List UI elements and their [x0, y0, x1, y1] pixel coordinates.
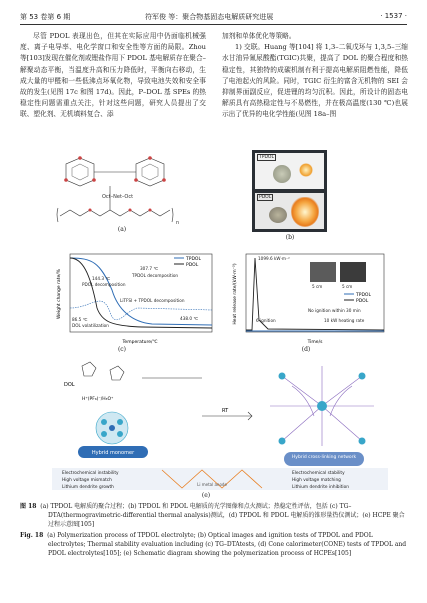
cone-legend-pdol: PDOL [356, 299, 369, 304]
photo-inset-2 [340, 262, 366, 282]
flame-icon [291, 197, 319, 227]
tpdol-photo [255, 153, 324, 189]
journal-volume: 第 53 卷第 6 期 [20, 13, 71, 21]
cone-chart [228, 250, 388, 345]
pdol-photo [255, 193, 324, 229]
right-paragraph: 1) 交联。Huang 等[104] 将 1,3–二氧戊环与 1,3,5–三缩水甘油异氰尿酸酯(TGIC)共聚，提高了 DOL 的聚合程度和热稳定性，其独特的成碳机制有利于提高电解质阻燃性能，降低了电池起火的风险。同时，TGIC 衍生的富含无机物的 SEI 会抑制界面副反应，促进锂的均匀沉积。因此，所设计的固态电解质具有高热稳定性与不易燃性，并在极高温度(130 ℃)也展示出了优异的电化学性能(见图 18a–图 [222, 43, 408, 119]
left-paragraph: 尽管 PDOL 表现出色，但其在实际应用中仍面临机械强度、离子电导率、电化学窗口和安全性等方面的局限。Zhou 等[103]发现在催化剂或锂盐作用下 PDOL 基电解质存在聚合–解聚动态平衡，当温度升高和压力降低时，平衡向右移动，生成大量的甲醛和一些低沸点环氧化物，导致电池失效和安全事故的发生(见图 17c 和图 17d)。因此，P–DOL 基 SPEs 的热稳定性问题需重点关注，针对这些问题，研究人员提出了交联、塑化剂、无机填料复合、添 [20, 32, 206, 119]
right-prop-2: Lithium dendrite inhibition [292, 485, 349, 490]
tga-y-axis-label: Weight change rate/% [57, 268, 62, 320]
initiator-label: H⁺(PF₆)⁻/H₃O⁺ [82, 397, 114, 402]
annotation-86: 86.5 ℃ [72, 317, 88, 322]
panel-b-label: (b) [285, 234, 295, 241]
flame-icon [299, 163, 313, 177]
panel-c-label: (c) [117, 346, 127, 353]
cone-y-axis-label: Heat release rate/(kW·m⁻²) [233, 263, 238, 325]
monomer-label: Oct–Net–Oct [102, 194, 134, 200]
caption-en [20, 531, 408, 558]
anode-tag: Li metal anode [197, 482, 227, 487]
panel-c-tga-plot [52, 250, 217, 345]
panel-e-schematic [52, 356, 388, 490]
running-header [20, 12, 407, 24]
panel-d-cone-plot [228, 250, 388, 345]
annotation-ignition: 6 ignition [256, 318, 276, 323]
header-rule [20, 24, 407, 25]
right-paragraph-continued: 加剂和单体优化等策略。 [222, 32, 296, 40]
caption-en-label: Fig. 18 [20, 532, 44, 539]
tga-x-axis-label: Temperature/℃ [122, 340, 158, 345]
pdol-photo-tag: PDOL [259, 195, 272, 200]
polymer-structure-diagram [40, 152, 200, 234]
repeat-unit-label: n [176, 220, 180, 226]
annotation-peak: 1099.6 kW·m⁻² [258, 256, 290, 261]
legend-pdol: PDOL [186, 263, 199, 268]
hybrid-monomer-label: Hybrid monomer [91, 450, 135, 456]
caption-cn-text: (a) TPDOL 电解质的聚合过程；(b) TPDOL 和 PDOL 电解质的光学图像和点火测试；热稳定性评估，包括 (c) TG–DTA(thermogravimetric-differential thermal analysis)测试，(d) TPDOL 和 PDOL 电解质的锥形量热仪测试；(e) HCPE 聚合过程示意图[105] [40, 503, 405, 528]
left-column [20, 31, 206, 121]
annotation-pdol-decomp: PDOL decomposition [82, 282, 126, 287]
cone-x-axis-label: Time/s [307, 340, 323, 345]
left-prop-1: High voltage mismatch [62, 478, 112, 483]
right-prop-1: High voltage matching [292, 478, 341, 483]
figure-caption [20, 502, 408, 558]
annotation-5cm-a: 5 cm [312, 284, 323, 289]
left-prop-2: Lithium dendrite growth [62, 485, 114, 490]
panel-e-label: (e) [201, 492, 211, 499]
annotation-heating: 10 kW heating rate [324, 318, 365, 323]
panel-a-structure [40, 152, 200, 234]
annotation-307: 307.7 ℃ [140, 266, 159, 271]
dol-ring-icon [110, 366, 124, 380]
right-column [222, 31, 408, 121]
dol-ring-icon [82, 362, 96, 376]
panel-b-photos [252, 150, 327, 232]
annotation-tpdol-decomp: TPDOL decomposition [132, 273, 179, 278]
tpdol-photo-tag: TPDOL [259, 155, 274, 160]
pdol-sample [269, 207, 287, 223]
page-number: · 1537 · [380, 12, 407, 20]
cone-legend-tpdol: TPDOL [356, 293, 371, 298]
caption-cn-label: 图 18 [20, 503, 37, 510]
hcpe-schematic [52, 356, 388, 490]
panel-a-label: (a) [117, 226, 127, 233]
photo-inset-1 [310, 262, 336, 282]
dol-label: DOL [64, 382, 75, 388]
tpdol-sample [273, 165, 291, 183]
tga-chart [52, 250, 217, 345]
annotation-144: 144.3 ℃ [92, 276, 111, 281]
hybrid-network-label: Hybrid cross-linking network [291, 455, 357, 460]
annotation-438: 438.0 ℃ [180, 316, 199, 321]
running-title: 符军俊 等：聚合物基固态电解质研究进展 [145, 13, 274, 21]
legend-tpdol: TPDOL [186, 257, 201, 262]
annotation-no-ignition: No ignition within 30 min [308, 308, 361, 313]
annotation-litfsi: LiTFSI + TPDOL decomposition [120, 298, 185, 303]
hybrid-monomer-cluster [96, 412, 128, 444]
left-prop-0: Electrochemical instability [62, 471, 119, 476]
annotation-5cm-b: 5 cm [342, 284, 353, 289]
caption-en-text: (a) Polymerization process of TPDOL electrolyte; (b) Optical images and ignition tests of TPDOL and PDOL electrolytes; Thermal stability evaluation including (c) TG–DTAtests, (d) Cone calorimeter(CONE) tests of TPDOL and PDOL electrolytes[105]; (e) Schematic diagram showing the polymerization process of HCPEs[105] [47, 532, 407, 557]
panel-d-label: (d) [301, 346, 311, 353]
right-prop-0: Electrochemical stability [292, 471, 345, 476]
annotation-dol-vol: DOL volatilization [72, 323, 109, 328]
caption-cn [20, 502, 408, 529]
rt-label: RT [222, 408, 229, 414]
